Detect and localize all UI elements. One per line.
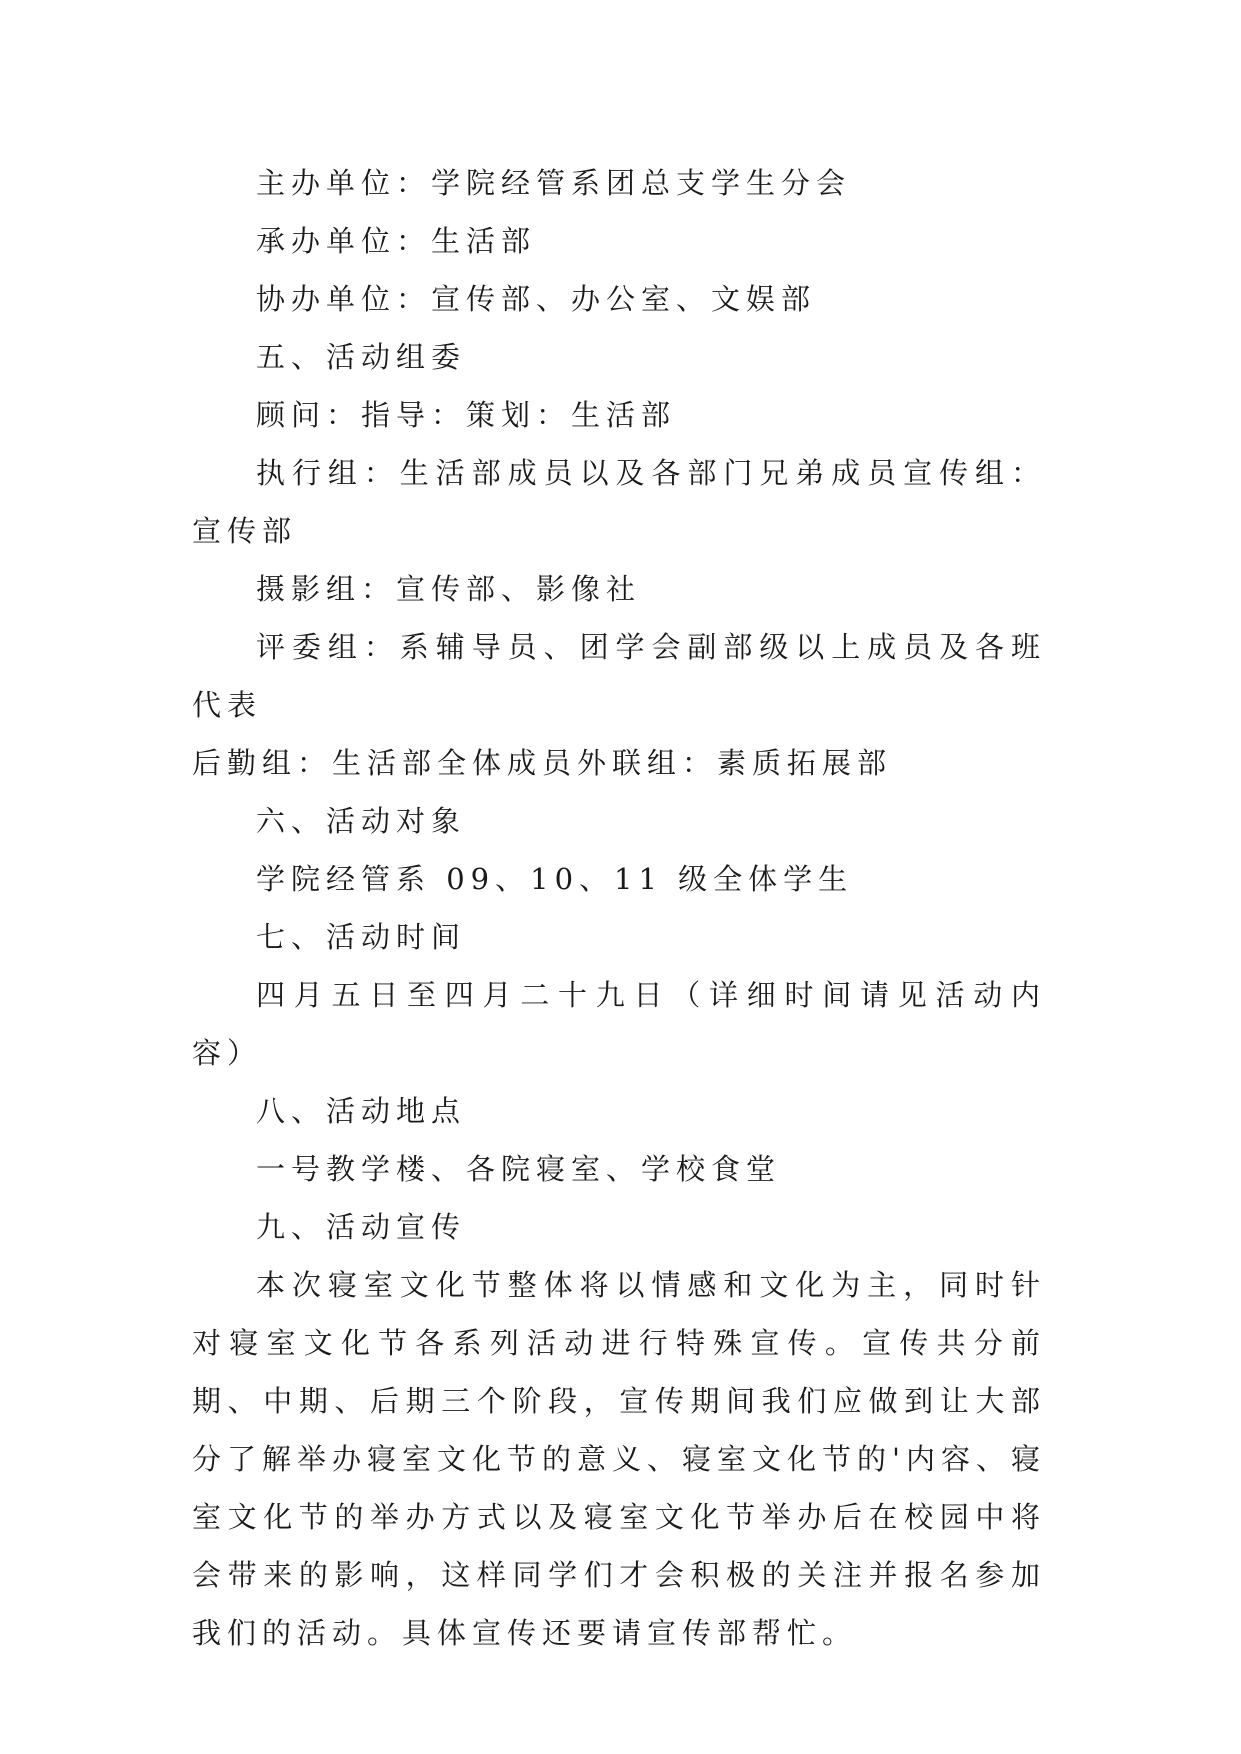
organizer-unit: 承办单位：生活部 (256, 224, 537, 258)
co-organizer-unit: 协办单位：宣传部、办公室、文娱部 (256, 282, 817, 316)
section-heading-target: 六、活动对象 (256, 804, 467, 838)
section-heading-committee: 五、活动组委 (256, 340, 467, 374)
photography-group: 摄影组：宣传部、影像社 (256, 572, 642, 606)
section-heading-location: 八、活动地点 (256, 1094, 467, 1128)
logistics-group: 后勤组：生活部全体成员外联组：素质拓展部 (192, 746, 893, 780)
publicity-paragraph: 本次寝室文化节整体将以情感和文化为主，同时针对寝室文化节各系列活动进行特殊宣传。宣传共分前期、中期、后期三个阶段，宣传期间我们应做到让大部分了解举办寝室文化节的意义、寝室文化节的'内容、寝室文化节的举办方式以及寝室文化节举办后在校园中将会带来的影响，这样同学们才会积极的关注并报名参加我们的活动。具体宣传还要请宣传部帮忙。 (192, 1268, 1046, 1650)
document-body (192, 154, 1046, 1662)
target-audience: 学院经管系 09、10、11 级全体学生 (256, 862, 854, 896)
section-heading-time: 七、活动时间 (256, 920, 467, 954)
section-heading-publicity: 九、活动宣传 (256, 1210, 467, 1244)
judging-group: 评委组：系辅导员、团学会副部级以上成员及各班代表 (192, 630, 1046, 722)
host-unit: 主办单位：学院经管系团总支学生分会 (256, 166, 852, 200)
advisor-line: 顾问：指导：策划：生活部 (256, 398, 677, 432)
activity-location: 一号教学楼、各院寝室、学校食堂 (256, 1152, 782, 1186)
execution-group: 执行组：生活部成员以及各部门兄弟成员宣传组：宣传部 (192, 456, 1046, 548)
activity-time: 四月五日至四月二十九日（详细时间请见活动内容） (192, 978, 1046, 1070)
